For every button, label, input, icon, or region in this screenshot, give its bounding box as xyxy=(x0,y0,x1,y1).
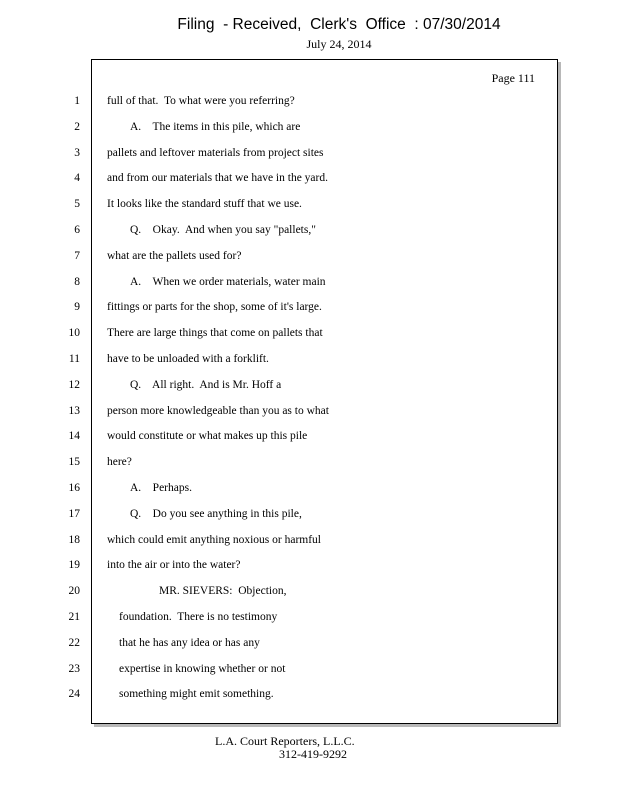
deposition-date: July 24, 2014 xyxy=(306,37,372,51)
line-number: 24 xyxy=(68,688,80,701)
line-number: 4 xyxy=(74,172,80,185)
line-text: expertise in knowing whether or not xyxy=(119,662,286,675)
line-text: that he has any idea or has any xyxy=(119,636,260,649)
line-number: 11 xyxy=(68,353,80,365)
line-text: and from our materials that we have in the yard. xyxy=(107,172,328,185)
line-text: would constitute or what makes up this pile xyxy=(107,430,308,443)
line-number: 7 xyxy=(74,249,80,262)
line-number: 10 xyxy=(68,327,80,340)
line-number: 22 xyxy=(68,636,80,649)
line-text: foundation. There is no testimony xyxy=(119,611,278,623)
line-text: what are the pallets used for? xyxy=(107,249,242,262)
page-number: Page 111 xyxy=(491,71,535,85)
line-text: something might emit something. xyxy=(119,688,274,701)
line-number: 15 xyxy=(68,456,80,469)
line-number: 23 xyxy=(68,662,80,675)
line-number: 5 xyxy=(74,198,80,211)
line-number: 12 xyxy=(68,378,80,391)
line-number: 6 xyxy=(74,224,80,236)
line-text: pallets and leftover materials from project sites xyxy=(107,146,324,159)
line-number: 20 xyxy=(68,585,80,598)
line-text: A. When we order materials, water main xyxy=(130,275,326,288)
line-text: Q. Do you see anything in this pile, xyxy=(130,507,302,520)
line-number: 19 xyxy=(68,559,80,572)
transcript-page xyxy=(91,59,558,724)
line-number: 13 xyxy=(68,404,80,417)
line-text: fittings or parts for the shop, some of it's large. xyxy=(107,301,322,314)
line-number: 1 xyxy=(74,95,80,107)
line-number: 9 xyxy=(74,301,80,314)
line-text: MR. SIEVERS: Objection, xyxy=(159,585,287,598)
line-text: have to be unloaded with a forklift. xyxy=(107,353,269,365)
line-number: 17 xyxy=(68,507,80,520)
line-number: 3 xyxy=(74,146,80,159)
filing-stamp: Filing - Received, Clerk's Office : 07/30/2014 xyxy=(177,16,501,33)
line-number: 18 xyxy=(68,533,80,546)
line-text: into the air or into the water? xyxy=(107,559,241,572)
line-text: There are large things that come on pallets that xyxy=(107,327,323,340)
line-number: 14 xyxy=(68,430,80,443)
line-text: A. The items in this pile, which are xyxy=(130,120,301,133)
line-text: full of that. To what were you referring? xyxy=(107,95,295,107)
line-text: Q. All right. And is Mr. Hoff a xyxy=(130,378,282,391)
line-number: 8 xyxy=(74,275,80,288)
footer-company: L.A. Court Reporters, L.L.C. xyxy=(215,734,355,748)
line-text: It looks like the standard stuff that we use. xyxy=(107,198,302,211)
line-number: 2 xyxy=(74,120,80,133)
line-text: person more knowledgeable than you as to what xyxy=(107,404,329,417)
line-text: A. Perhaps. xyxy=(130,482,192,494)
line-text: here? xyxy=(107,456,132,469)
line-text: which could emit anything noxious or harmful xyxy=(107,533,321,546)
line-number: 21 xyxy=(68,611,80,623)
footer-phone: 312-419-9292 xyxy=(279,747,347,761)
line-text: Q. Okay. And when you say "pallets," xyxy=(130,224,316,236)
line-number: 16 xyxy=(68,482,80,494)
